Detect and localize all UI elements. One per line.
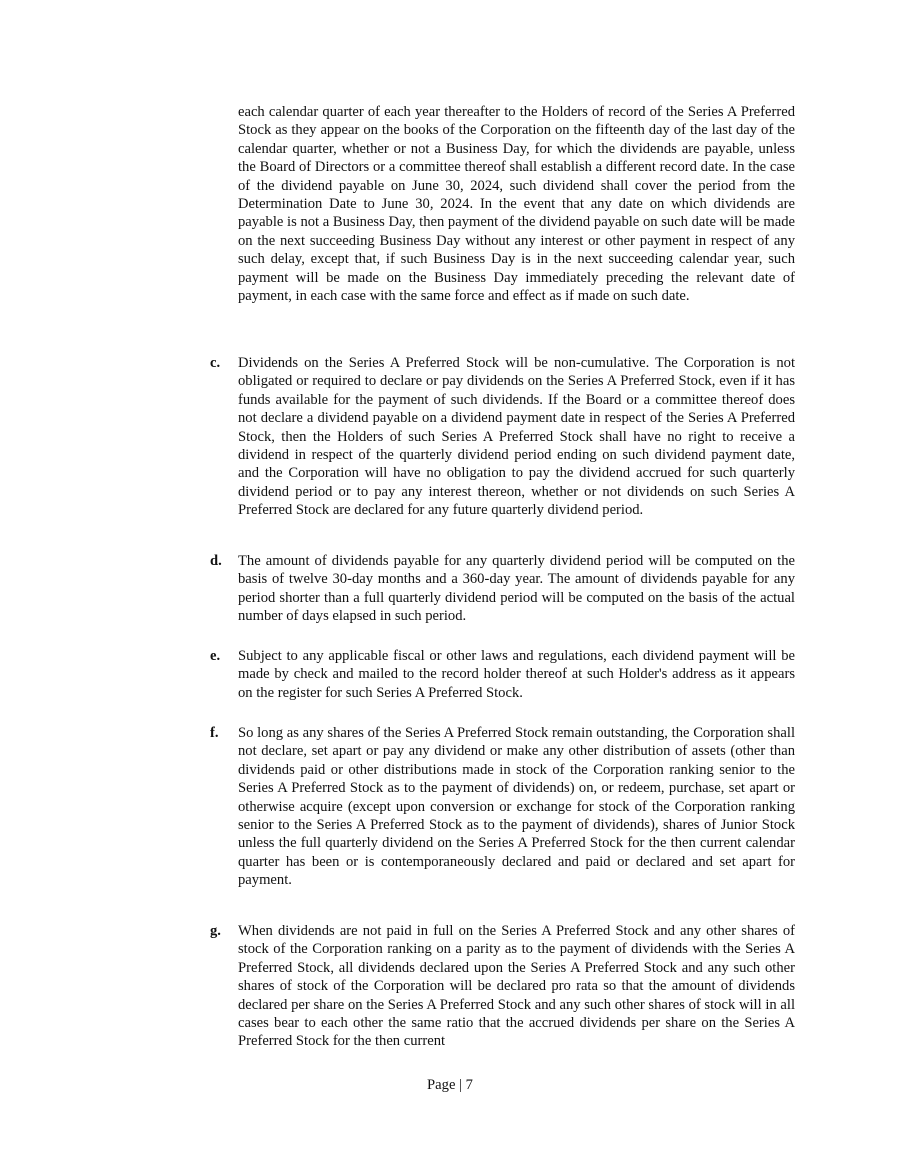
item-letter: c. <box>210 355 221 371</box>
intro-paragraph: each calendar quarter of each year thereafter to the Holders of record of the Series A Preferred Stock as they appear on the books of the Corporation on the fifteenth day of the last day of the calendar quarter, whether or not a Business Day, for which the dividends are payable, unless the Board of Directors or a committee thereof shall establish a different record date. In the case of the dividend payable on June 30, 2024, such dividend shall cover the period from the Determination Date to June 30, 2024. In the event that any date on which dividends are payable is not a Business Day, then payment of the dividend payable on such date will be made on the next succeeding Business Day without any interest or other payment in respect of any such delay, except that, if such Business Day is in the next succeeding calendar year, such payment will be made on the Business Day immediately preceding the relevant date of payment, in each case with the same force and effect as if made on such date. <box>238 104 795 305</box>
item-text: Dividends on the Series A Preferred Stock will be non-cumulative. The Corporation is not obligated or required to declare or pay dividends on the Series A Preferred Stock, even if it has funds available for the payment of such dividends. If the Board or a committee thereof does not declare a dividend payable on a dividend payment date in respect of the Series A Preferred Stock, then the Holders of such Series A Preferred Stock shall have no right to receive a dividend in respect of the quarterly dividend period ending on such dividend payment date, and the Corporation will have no obligation to pay the dividend accrued for such quarterly dividend period or to pay any interest thereon, whether or not dividends on such Series A Preferred Stock are declared for any future quarterly dividend period. <box>238 355 795 519</box>
item-text: So long as any shares of the Series A Preferred Stock remain outstanding, the Corporation shall not declare, set apart or pay any dividend or make any other distribution of assets (other than dividends paid or other distributions made in stock of the Corporation ranking senior to the Series A Preferred Stock as to the payment of dividends) on, or redeem, purchase, set apart or otherwise acquire (except upon conversion or exchange for stock of the Corporation ranking senior to the Series A Preferred Stock as to the payment of dividends), shares of Junior Stock unless the full quarterly dividend on the Series A Preferred Stock for the then current calendar quarter has been or is contemporaneously declared and paid or declared and set apart for payment. <box>238 725 795 889</box>
item-letter: e. <box>210 648 221 664</box>
item-text: When dividends are not paid in full on the Series A Preferred Stock and any other shares of stock of the Corporation ranking on a parity as to the payment of dividends with the Series A Preferred Stock, all dividends declared upon the Series A Preferred Stock and any such other shares of stock of the Corporation will be declared pro rata so that the amount of dividends declared per share on the Series A Preferred Stock and any such other shares of stock will in all cases bear to each other the same ratio that the accrued dividends per share on the Series A Preferred Stock for the then current <box>238 923 795 1050</box>
item-text: Subject to any applicable fiscal or other laws and regulations, each dividend payment will be made by check and mailed to the record holder thereof at such Holder's address as it appears on the register for such Series A Preferred Stock. <box>238 648 795 701</box>
item-letter: f. <box>210 725 219 741</box>
item-text: The amount of dividends payable for any quarterly dividend period will be computed on the basis of twelve 30-day months and a 360-day year. The amount of dividends payable for any period shorter than a full quarterly dividend period will be computed on the basis of the actual number of days elapsed in such period. <box>238 553 795 625</box>
item-letter: g. <box>210 923 221 939</box>
item-letter: d. <box>210 553 222 569</box>
page-number: Page | 7 <box>427 1077 473 1093</box>
